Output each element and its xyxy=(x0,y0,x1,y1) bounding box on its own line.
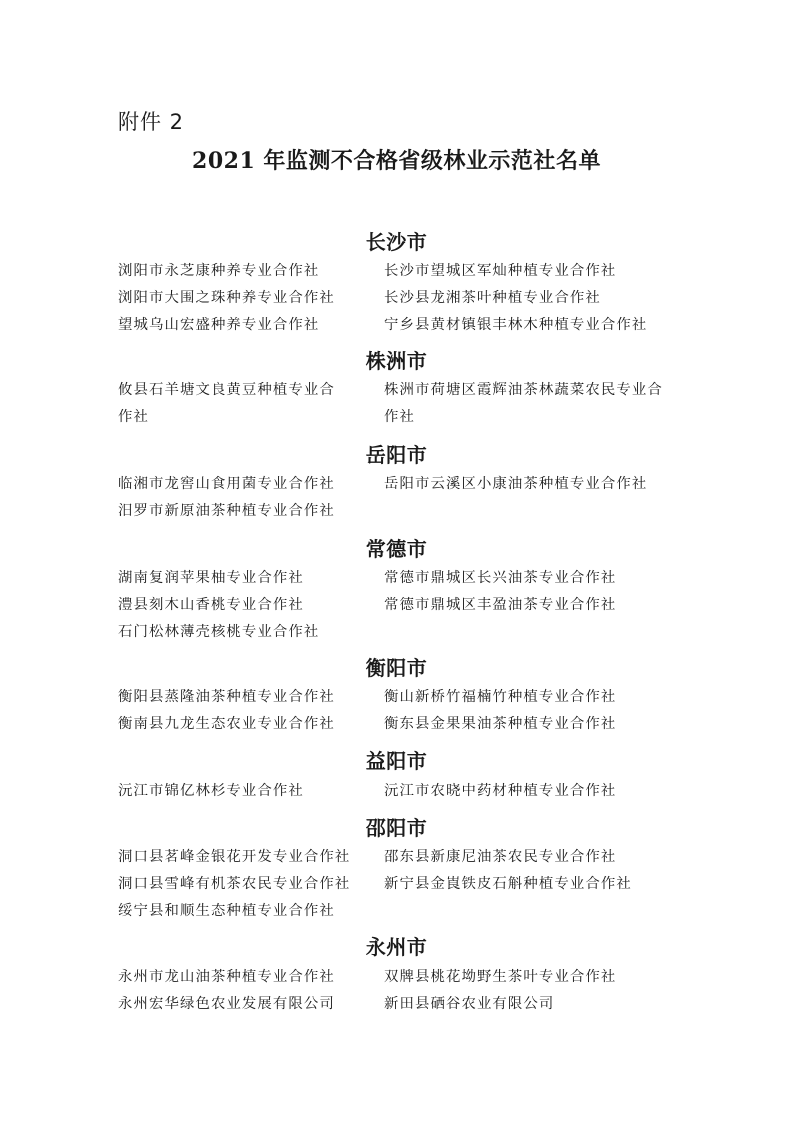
org-item: 长沙市望城区军灿种植专业合作社 xyxy=(384,263,617,279)
org-item: 株洲市荷塘区霞辉油茶林蔬菜农民专业合 xyxy=(384,382,663,398)
org-item: 永州市龙山油茶种植专业合作社 xyxy=(118,969,335,985)
org-item: 绥宁县和顺生态种植专业合作社 xyxy=(118,903,335,919)
org-item: 永州宏华绿色农业发展有限公司 xyxy=(118,996,335,1012)
org-item: 衡南县九龙生态农业专业合作社 xyxy=(118,716,335,732)
org-item-continuation: 作社 xyxy=(384,409,415,425)
org-item: 洞口县雪峰有机茶农民专业合作社 xyxy=(118,876,351,892)
org-item: 望城乌山宏盛种养专业合作社 xyxy=(118,317,320,333)
org-item: 澧县刻木山香桃专业合作社 xyxy=(118,597,304,613)
org-item: 岳阳市云溪区小康油茶种植专业合作社 xyxy=(384,476,648,492)
org-item: 洞口县茗峰金银花开发专业合作社 xyxy=(118,849,351,865)
city-heading-changde: 常德市 xyxy=(365,537,428,561)
city-heading-hengyang: 衡阳市 xyxy=(365,656,428,680)
org-item: 沅江市农晓中药材种植专业合作社 xyxy=(384,783,617,799)
org-item: 双牌县桃花坳野生茶叶专业合作社 xyxy=(384,969,617,985)
org-item: 新宁县金崀铁皮石斛种植专业合作社 xyxy=(384,876,632,892)
org-item: 汨罗市新原油茶种植专业合作社 xyxy=(118,503,335,519)
org-item: 衡东县金果果油茶种植专业合作社 xyxy=(384,716,617,732)
org-item: 沅江市锦亿林杉专业合作社 xyxy=(118,783,304,799)
org-item: 常德市鼎城区长兴油茶专业合作社 xyxy=(384,570,617,586)
city-heading-yongzhou: 永州市 xyxy=(365,935,428,959)
org-item: 石门松林薄壳核桃专业合作社 xyxy=(118,624,320,640)
city-heading-yueyang: 岳阳市 xyxy=(365,443,428,467)
city-heading-shaoyang: 邵阳市 xyxy=(365,816,428,840)
org-item: 衡阳县蒸隆油茶种植专业合作社 xyxy=(118,689,335,705)
org-item: 常德市鼎城区丰盈油茶专业合作社 xyxy=(384,597,617,613)
org-item-continuation: 作社 xyxy=(118,409,149,425)
city-heading-yiyang: 益阳市 xyxy=(365,749,428,773)
org-item: 攸县石羊塘文良黄豆种植专业合 xyxy=(118,382,335,398)
org-item: 长沙县龙湘茶叶种植专业合作社 xyxy=(384,290,601,306)
attachment-label: 附件 2 xyxy=(118,110,185,134)
org-item: 邵东县新康尼油茶农民专业合作社 xyxy=(384,849,617,865)
org-item: 湖南复润苹果柚专业合作社 xyxy=(118,570,304,586)
org-item: 浏阳市永芝康种养专业合作社 xyxy=(118,263,320,279)
city-heading-changsha: 长沙市 xyxy=(365,230,428,254)
city-heading-zhuzhou: 株洲市 xyxy=(365,349,428,373)
org-item: 新田县硒谷农业有限公司 xyxy=(384,996,555,1012)
org-item: 宁乡县黄材镇银丰林木种植专业合作社 xyxy=(384,317,648,333)
org-item: 临湘市龙窖山食用菌专业合作社 xyxy=(118,476,335,492)
document-title: 2021 年监测不合格省级林业示范社名单 xyxy=(192,148,601,174)
org-item: 浏阳市大围之珠种养专业合作社 xyxy=(118,290,335,306)
org-item: 衡山新桥竹福楠竹种植专业合作社 xyxy=(384,689,617,705)
